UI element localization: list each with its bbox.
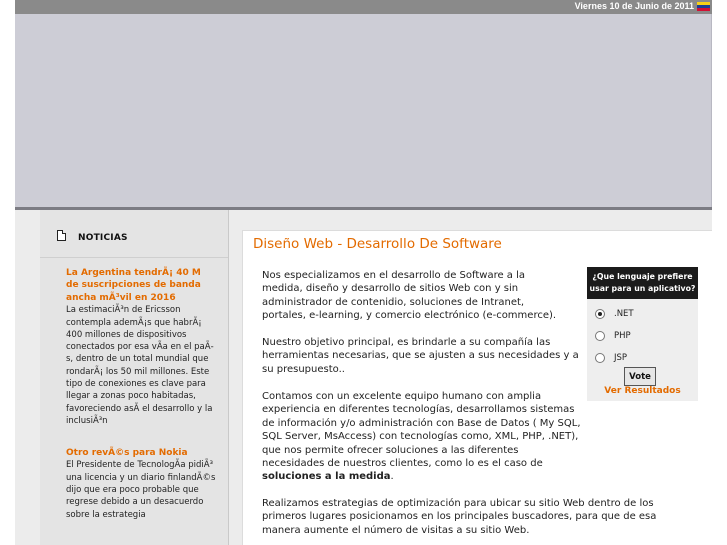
radio-selected-icon[interactable] (595, 309, 605, 319)
poll-option-php[interactable] (595, 331, 631, 341)
news-item (66, 447, 216, 521)
seo-paragraph: Realizamos estrategias de optimización para ubicar su sitio Web dentro de los primeros lugares posicionamos en los principales buscadores, para que de esa manera aumente el número de visitas a su sitio Web. (262, 498, 657, 536)
news-headline-link[interactable]: La Argentina tendrÃ¡ 40 M de suscripciones de banda ancha mÃ³vil en 2016 (66, 268, 201, 303)
poll-option-label: JSP (614, 353, 628, 363)
flag-stripe (697, 8, 710, 11)
team-text: Contamos con un excelente equipo humano con amplia experiencia en diferentes tecnologías, desarrollamos sistemas de información y/o administración con Base de Datos ( My SQL, SQL Server, MsAccess) con tecnologías como, XML, PHP, .NET), que nos permite ofrecer soluciones a las diferentes necesidades de nuestros clientes, como lo es el caso de (262, 391, 581, 470)
intro-paragraph: Nos especializamos en el desarrollo de Software a la medida, diseño y desarrollo de sitios Web con y sin administrador de contenidio, soluciones de Intranet, portales, e-learning, y comercio electrónico (e-commerce). (262, 270, 557, 322)
poll-option-jsp[interactable] (595, 353, 627, 363)
header-banner (15, 14, 712, 207)
news-header (40, 210, 228, 258)
custom-solutions-text: soluciones a la medida (262, 471, 391, 483)
news-item (66, 267, 216, 427)
radio-icon[interactable] (595, 353, 605, 363)
country-flag-icon (697, 2, 710, 11)
poll-option-label: .NET (614, 309, 634, 319)
news-body: La estimaciÃ³n de Ericsson contempla ademÃ¡s que habrÃ¡ 400 millones de dispositivos conectados por esa vÃa en el paÃs, dentro de un total mundial que rondarÃ¡ los 50 mil millones. Este tipo de conexiones es clave para llegar a zonas poco habitadas, favoreciendo asÃ el desarrollo y la inclusiÃ³n (66, 305, 214, 426)
news-title: NOTICIAS (78, 233, 128, 243)
poll-widget (587, 267, 698, 401)
radio-icon[interactable] (595, 331, 605, 341)
news-headline-link[interactable]: Otro revÃ©s para Nokia (66, 448, 188, 458)
news-sidebar (40, 210, 229, 545)
document-icon (57, 230, 66, 241)
team-paragraph (262, 390, 582, 484)
news-body: El Presidente de TecnologÃa pidiÃ³ una licencia y un diario finlandÃ©s dijo que era poco probable que regrese debido a un desacuerdo sobre la estrategia (66, 460, 216, 520)
objective-paragraph: Nuestro objetivo principal, es brindarle a su compañía las herramientas necesarias, que se ajusten a sus necesidades y a su presupuesto.. (262, 337, 579, 375)
team-text-end: . (390, 471, 394, 483)
vote-button[interactable]: Vote (624, 367, 656, 386)
view-results-link[interactable]: Ver Resultados (604, 386, 681, 396)
poll-option-label: PHP (614, 331, 631, 341)
poll-option-net[interactable] (595, 309, 634, 319)
main-content (242, 230, 712, 545)
current-date: Viernes 10 de Junio de 2011 (574, 1, 694, 11)
poll-question: ¿Que lenguaje prefiere usar para un aplicativo? (587, 267, 698, 299)
page-title: Diseño Web - Desarrollo De Software (253, 236, 502, 252)
top-bar (15, 0, 712, 14)
